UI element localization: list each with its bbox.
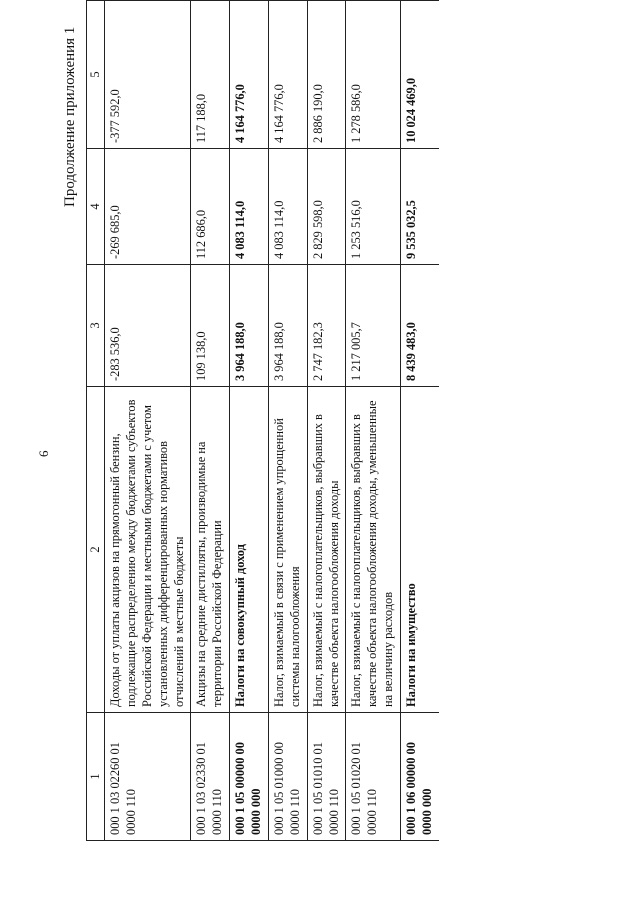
value-col-3-cell: -283 536,0 [105, 265, 191, 387]
value-col-3-cell: 2 747 182,3 [307, 265, 346, 387]
budget-code-cell: 000 1 05 01020 01 0000 110 [346, 713, 401, 841]
table-row [230, 1, 269, 841]
continuation-title: Продолжение приложения 1 [62, 26, 78, 207]
value-col-3-cell: 3 964 188,0 [230, 265, 269, 387]
revenue-name-cell: Налоги на имущество [401, 387, 439, 713]
table-row [268, 1, 307, 841]
value-col-5-cell: 117 188,0 [191, 1, 230, 149]
table-row [191, 1, 230, 841]
budget-code-cell: 000 1 06 00000 00 0000 000 [401, 713, 439, 841]
value-col-3-cell: 109 138,0 [191, 265, 230, 387]
budget-code-cell: 000 1 05 00000 00 0000 000 [230, 713, 269, 841]
revenue-name-cell: Налог, взимаемый в связи с применением упрощенной системы налогообложения [268, 387, 307, 713]
budget-code-cell: 000 1 05 01000 00 0000 110 [268, 713, 307, 841]
value-col-4-cell: 2 829 598,0 [307, 149, 346, 265]
revenue-name-cell: Доходы от уплаты акцизов на прямогонный бензин, подлежащие распределению между бюджетами субъектов Российской Федерации и местными бюджетами с учетом установленных дифференцированных нормативов отчислений в местные бюджеты [105, 387, 191, 713]
revenue-name-cell: Налоги на совокупный доход [230, 387, 269, 713]
value-col-4-cell: 1 253 516,0 [346, 149, 401, 265]
budget-code-cell: 000 1 03 02330 01 0000 110 [191, 713, 230, 841]
value-col-5-cell: -377 592,0 [105, 1, 191, 149]
value-col-3-cell: 8 439 483,0 [401, 265, 439, 387]
value-col-5-cell: 2 886 190,0 [307, 1, 346, 149]
value-col-5-cell: 1 278 586,0 [346, 1, 401, 149]
revenue-name-cell: Акцизы на средние дистилляты, производимые на территории Российской Федерации [191, 387, 230, 713]
header-col-5: 5 [87, 1, 105, 149]
table-row [401, 1, 439, 841]
value-col-4-cell: 4 083 114,0 [268, 149, 307, 265]
value-col-4-cell: -269 685,0 [105, 149, 191, 265]
revenue-name-cell: Налог, взимаемый с налогоплательщиков, выбравших в качестве объекта налогообложения доходы [307, 387, 346, 713]
header-col-1: 1 [87, 713, 105, 841]
value-col-4-cell: 9 535 032,5 [401, 149, 439, 265]
header-col-2: 2 [87, 387, 105, 713]
value-col-3-cell: 3 964 188,0 [268, 265, 307, 387]
value-col-4-cell: 4 083 114,0 [230, 149, 269, 265]
value-col-5-cell: 4 164 776,0 [230, 1, 269, 149]
table-body [105, 1, 439, 841]
value-col-5-cell: 10 024 469,0 [401, 1, 439, 149]
table-row [346, 1, 401, 841]
header-col-3: 3 [87, 265, 105, 387]
value-col-3-cell: 1 217 005,7 [346, 265, 401, 387]
value-col-5-cell: 4 164 776,0 [268, 1, 307, 149]
table-row [105, 1, 191, 841]
budget-code-cell: 000 1 03 02260 01 0000 110 [105, 713, 191, 841]
header-col-4: 4 [87, 149, 105, 265]
revenue-name-cell: Налог, взимаемый с налогоплательщиков, выбравших в качестве объекта налогообложения доходы, уменьшенные на величину расходов [346, 387, 401, 713]
header-row [87, 1, 105, 841]
table-row [307, 1, 346, 841]
revenue-table [86, 0, 439, 841]
budget-code-cell: 000 1 05 01010 01 0000 110 [307, 713, 346, 841]
page-number: 6 [36, 450, 51, 457]
value-col-4-cell: 112 686,0 [191, 149, 230, 265]
